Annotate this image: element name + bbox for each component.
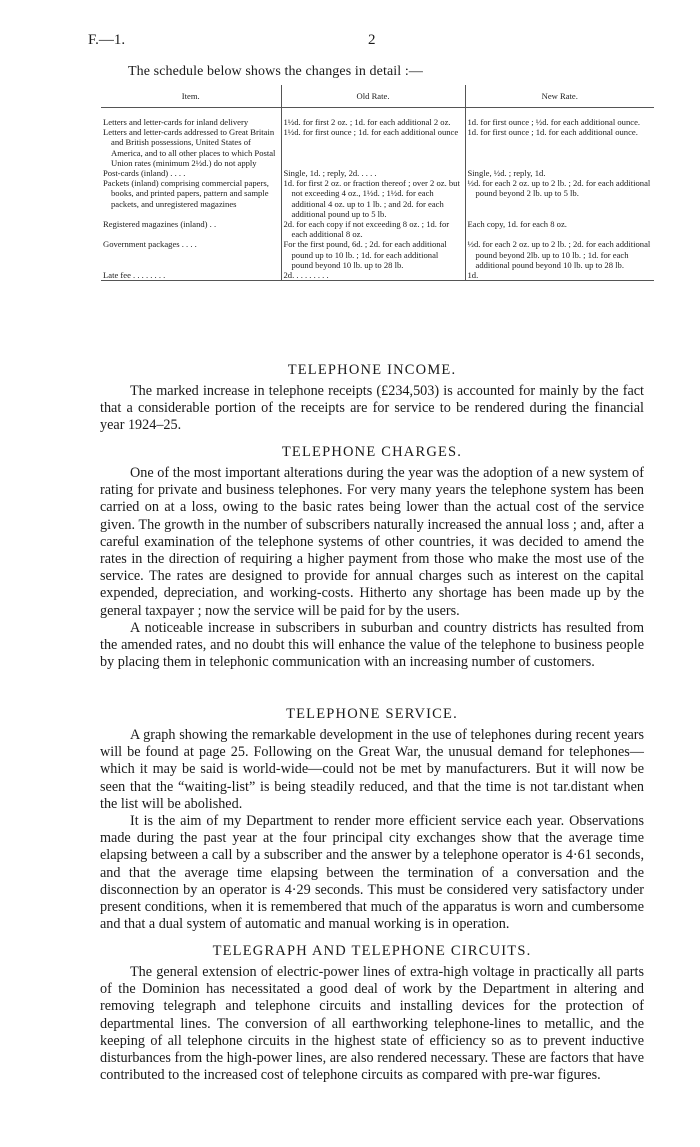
item-cell: Registered magazines (inland) . . [103, 219, 217, 230]
table-row [101, 219, 654, 239]
item-cell: Post-cards (inland) . . . . [103, 168, 186, 179]
table-row [101, 127, 654, 168]
item-cell: Packets (inland) comprising commercial papers, books, and printed papers, pattern and sample packets, and unregistered magazines [103, 178, 269, 209]
paragraph: The general extension of electric-power lines of extra-high voltage in practically all parts of the Dominion has necessitated a good deal of work by the Department in altering and removing telegraph and telephone circuits and installing devices for the protection of departmental lines. The conversion of all earthworking telephone-lines to metallic, and the keeping of all telephone circuits in the highest state of efficiency so as to prevent inductive disturbances from the high-power lines, are also rendered necessary. These are factors that have contributed to the increased cost of telephone circuits as compared with pre-war figures. [100, 964, 644, 1084]
table-row [101, 117, 654, 127]
new-rate-cell: 1d. for first ounce ; ½d. for each additional ounce. [465, 117, 654, 127]
page-number: 2 [368, 32, 376, 48]
item-cell: Letters and letter-cards for inland delivery [103, 117, 249, 127]
paragraph: The marked increase in telephone receipts (£234,503) is accounted for mainly by the fact that a considerable portion of the receipts are for service to be rendered during the financial year 1924–25. [100, 383, 644, 434]
new-rate-cell: 1d. for first ounce ; 1d. for each additional ounce. [465, 127, 654, 168]
section-heading-circuits: TELEGRAPH AND TELEPHONE CIRCUITS. [212, 943, 532, 959]
section-body-telephone-income [100, 383, 644, 435]
paragraph: A noticeable increase in subscribers in suburban and country districts has resulted from the amended rates, and no doubt this will enhance the value of the telephone to business people by placing them in telephonic communication with an increasing number of customers. [100, 619, 644, 671]
item-cell: Late fee . . . . . . . . [101, 270, 281, 281]
old-rate-cell: For the first pound, 6d. ; 2d. for each additional pound up to 10 lb. ; 1d. for each additional pound beyond 10 lb. up to 28 lb. [281, 239, 465, 270]
section-heading-telephone-charges: TELEPHONE CHARGES. [281, 444, 463, 460]
item-cell: Government packages . . . . [103, 239, 197, 250]
paragraph: One of the most important alterations during the year was the adoption of a new system of rating for private and business telephones. For very many years the telephone system has been carried on at a loss, owing to the basic rates being lower than the actual cost of the service given. The growth in the number of subscribers naturally increased the annual loss ; and, after a careful examination of the telephone systems of other countries, it was decided to amend the rates in the direction of requiring a higher payment from those who make the most use of the service. The rates are designed to provide for annual charges such as interest on the capital expended, depreciation, and working-costs. Hitherto any shortage has been made up by the general taxpayer ; now the service will be paid for by the users. [100, 465, 644, 619]
new-rate-cell: Single, ½d. ; reply, 1d. [465, 168, 654, 178]
old-rate-cell: 1½d. for first ounce ; 1d. for each additional ounce [281, 127, 465, 168]
paragraph: A graph showing the remarkable development in the use of telephones during recent years will be found at page 25. Following on the Great War, the unusual demand for telephones—which it may be said is world-wide—could not be met by manufacturers. But it will now be seen that the “waiting-list” is being steadily reduced, and that the time is not tar.distant when the list will be abolished. [100, 727, 644, 812]
section-heading-telephone-service: TELEPHONE SERVICE. [286, 706, 458, 722]
old-rate-cell: 2d. for each copy if not exceeding 8 oz. ; 1d. for each additional 8 oz. [281, 219, 465, 239]
table-row [101, 168, 654, 178]
table-row [101, 239, 654, 270]
table-row [101, 270, 654, 281]
column-header-item: Item. [101, 85, 281, 108]
table-header-row [101, 85, 654, 108]
old-rate-cell: 2d. . . . . . . . . [281, 270, 465, 281]
schedule-intro: The schedule below shows the changes in detail :— [128, 64, 423, 79]
section-body-telephone-charges [100, 465, 644, 671]
section-body-circuits [100, 964, 644, 1084]
old-rate-cell: 1½d. for first 2 oz. ; 1d. for each additional 2 oz. [281, 117, 465, 127]
column-header-old-rate: Old Rate. [281, 85, 465, 108]
new-rate-cell: 1d. [465, 270, 654, 281]
document-reference: F.—1. [88, 32, 126, 48]
paragraph: It is the aim of my Department to render more efficient service each year. Observations made during the past year at the four principal city exchanges show that the average time elapsing between a call by a subscriber and the answer by a telephone operator is 4·61 seconds, and that the average time elapsing between the termination of a conversation and the disconnection by an operator is 4·29 seconds. This must be considered very satisfactory under present conditions, when it is remembered that much of the apparatus is worn and cumbersome and that a dual system of automatic and manual working is in operation. [100, 813, 644, 933]
new-rate-cell: ½d. for each 2 oz. up to 2 lb. ; 2d. for each additional pound beyond 2lb. up to 10 lb. ; 1d. for each additional pound beyond 10 lb. up to 28 lb. [465, 239, 654, 270]
item-cell: Letters and letter-cards addressed to Great Britain and British possessions, United States of America, and to all other places to which Postal Union rates (minimum 2½d.) do not apply [103, 127, 276, 168]
new-rate-cell: ½d. for each 2 oz. up to 2 lb. ; 2d. for each additional pound beyond 2 lb. up to 5 lb. [465, 178, 654, 219]
new-rate-cell: Each copy, 1d. for each 8 oz. [465, 219, 654, 239]
section-body-telephone-service [100, 727, 644, 933]
old-rate-cell: 1d. for first 2 oz. or fraction thereof ; over 2 oz. but not exceeding 4 oz., 1½d. ; 1½d. for each additional 4 oz. up to 1 lb. ; and 2d. for each additional pound up to 5 lb. [281, 178, 465, 219]
table-row [101, 178, 654, 219]
rate-schedule-table [101, 85, 654, 281]
column-header-new-rate: New Rate. [465, 85, 654, 108]
old-rate-cell: Single, 1d. ; reply, 2d. . . . . [281, 168, 465, 178]
section-heading-telephone-income: TELEPHONE INCOME. [287, 362, 457, 378]
